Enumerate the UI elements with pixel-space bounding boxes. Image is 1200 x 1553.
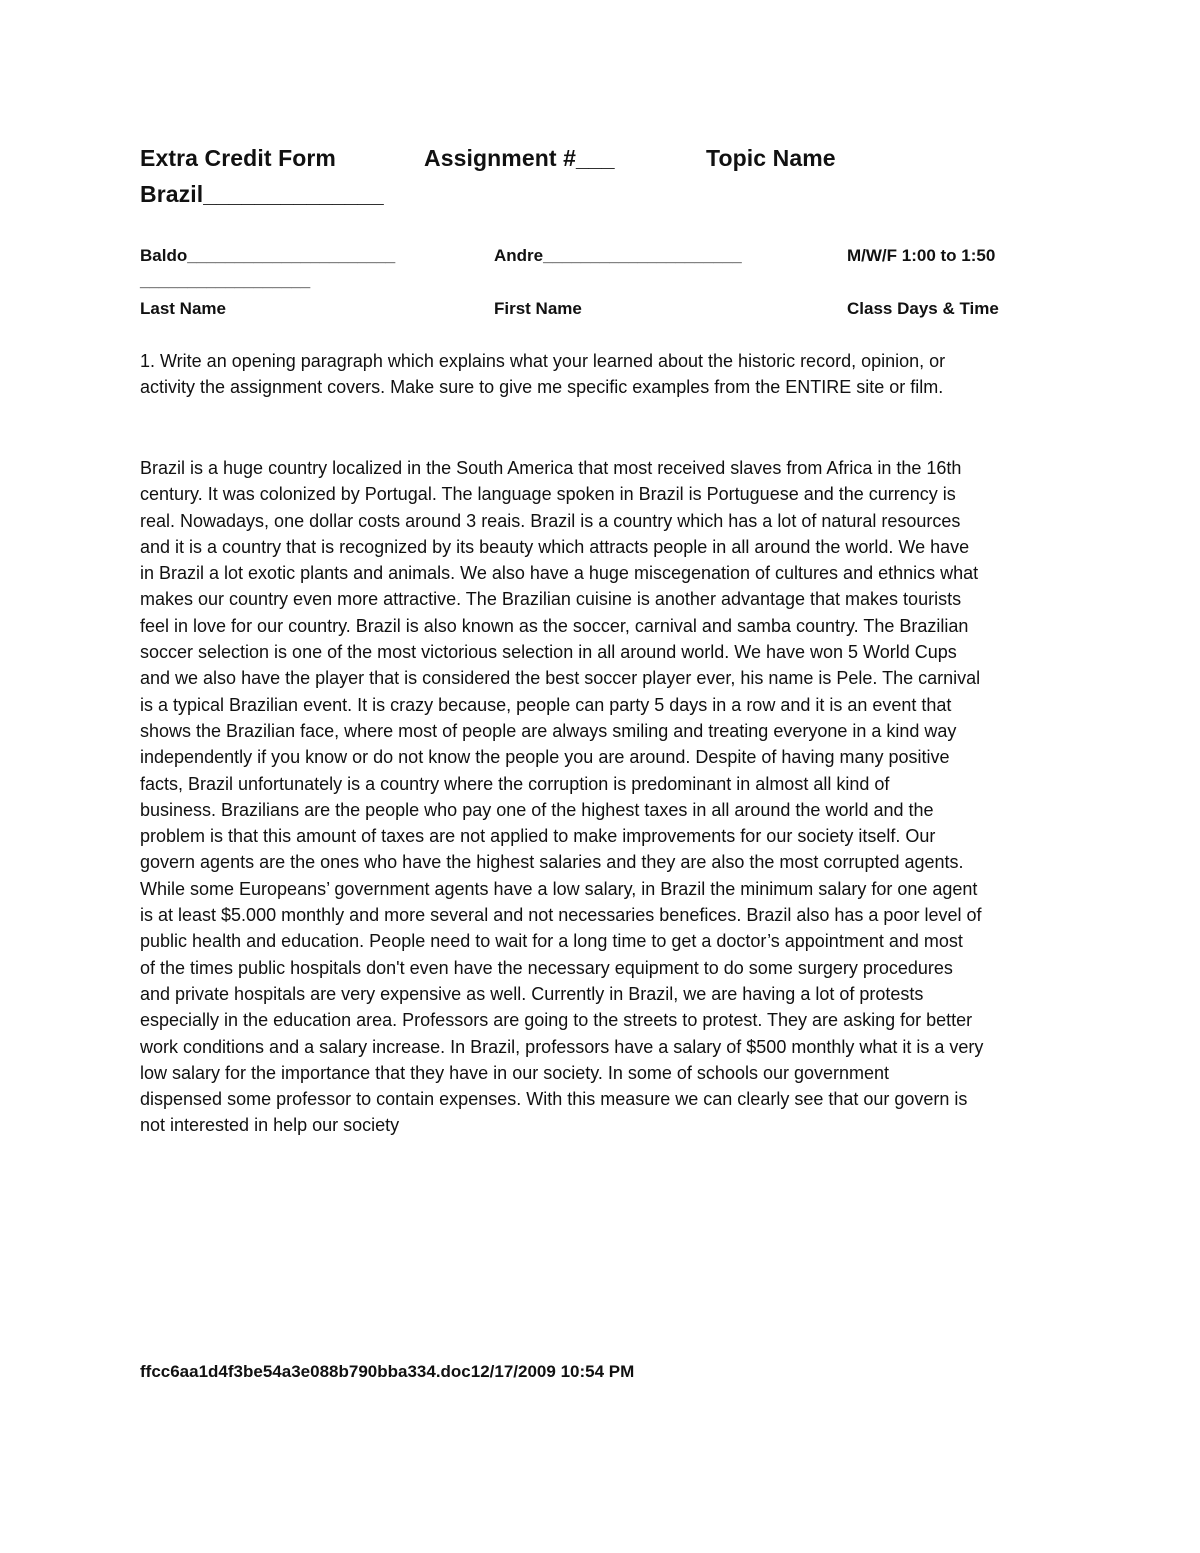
essay-line: facts, Brazil unfortunately is a country where the corruption is predominant in almost all kind of — [140, 773, 890, 794]
class-days-label: Class Days & Time — [847, 299, 999, 318]
essay-line: is at least $5.000 monthly and more several and not necessaries benefices. Brazil also has a poor level of — [140, 905, 982, 926]
extra-underline: __________________ — [140, 271, 311, 290]
essay-line: is a typical Brazilian event. It is crazy because, people can party 5 days in a row and it is an event that — [140, 694, 952, 715]
essay-line: real. Nowadays, one dollar costs around 3 reais. Brazil is a country which has a lot of natural resources — [140, 510, 961, 531]
essay-line: work conditions and a salary increase. In Brazil, professors have a salary of $500 monthly what it is a very — [140, 1036, 984, 1057]
last-name-label: Last Name — [140, 299, 226, 318]
essay-line: low salary for the importance that they have in our society. In some of schools our government — [140, 1062, 890, 1083]
essay-line: especially in the education area. Professors are going to the streets to protest. They are asking for better — [140, 1010, 973, 1031]
topic-name-value: Brazil______________ — [140, 181, 384, 207]
essay-line: makes our country even more attractive. The Brazilian cuisine is another advantage that makes tourists — [140, 589, 962, 610]
essay-line: and private hospitals are very expensive as well. Currently in Brazil, we are having a lot of protests — [140, 983, 924, 1004]
form-title: Extra Credit Form — [140, 145, 336, 171]
essay-line: shows the Brazilian face, where most of people are always smiling and treating everyone in a kind way — [140, 720, 957, 741]
instruction-line: activity the assignment covers. Make sure to give me specific examples from the ENTIRE site or film. — [140, 377, 944, 398]
essay-line: in Brazil a lot exotic plants and animals. We also have a huge miscegenation of cultures and ethnics what — [140, 563, 979, 584]
essay-line: independently if you know or do not know the people you are around. Despite of having many positive — [140, 747, 950, 768]
topic-name-label: Topic Name — [706, 145, 836, 171]
essay-line: dispensed some professor to contain expenses. With this measure we can clearly see that our govern is — [140, 1089, 968, 1110]
assignment-number: Assignment #___ — [424, 145, 615, 171]
essay-line: and it is a country that is recognized by its beauty which attracts people in all around the world. We have — [140, 536, 970, 557]
essay-line: business. Brazilians are the people who pay one of the highest taxes in all around the world and the — [140, 799, 934, 820]
first-name-label: First Name — [494, 299, 582, 318]
essay-line: soccer selection is one of the most victorious selection in all around world. We have won 5 World Cups — [140, 642, 957, 663]
instruction-line: 1. Write an opening paragraph which explains what your learned about the historic record, opinion, or — [140, 351, 946, 371]
essay-line: not interested in help our society — [140, 1115, 400, 1136]
essay-line: While some Europeans’ government agents have a low salary, in Brazil the minimum salary for one agent — [140, 878, 978, 899]
essay-line: problem is that this amount of taxes are not applied to make improvements for our society itself. Our — [140, 826, 936, 847]
essay-line: public health and education. People need to wait for a long time to get a doctor’s appointment and most — [140, 931, 963, 952]
first-name-value: Andre_____________________ — [494, 246, 742, 265]
last-name-value: Baldo______________________ — [140, 246, 396, 265]
essay-line: century. It was colonized by Portugal. The language spoken in Brazil is Portuguese and the currency is — [140, 484, 956, 505]
instructions — [140, 348, 1080, 401]
essay-line: govern agents are the ones who have the highest salaries and they are also the most corrupted agents. — [140, 852, 964, 873]
essay-line: of the times public hospitals don't even have the necessary equipment to do some surgery procedures — [140, 957, 953, 978]
class-time-value: M/W/F 1:00 to 1:50 — [847, 246, 996, 265]
essay-line: and we also have the player that is considered the best soccer player ever, his name is Pele. The carnival — [140, 668, 981, 689]
essay-paragraph — [140, 455, 1080, 1139]
essay-line: feel in love for our country. Brazil is also known as the soccer, carnival and samba country. The Brazilian — [140, 615, 969, 636]
essay-line: Brazil is a huge country localized in the South America that most received slaves from Africa in the 16th — [140, 458, 962, 478]
document-footer: ffcc6aa1d4f3be54a3e088b790bba334.doc12/17/2009 10:54 PM — [140, 1362, 635, 1381]
